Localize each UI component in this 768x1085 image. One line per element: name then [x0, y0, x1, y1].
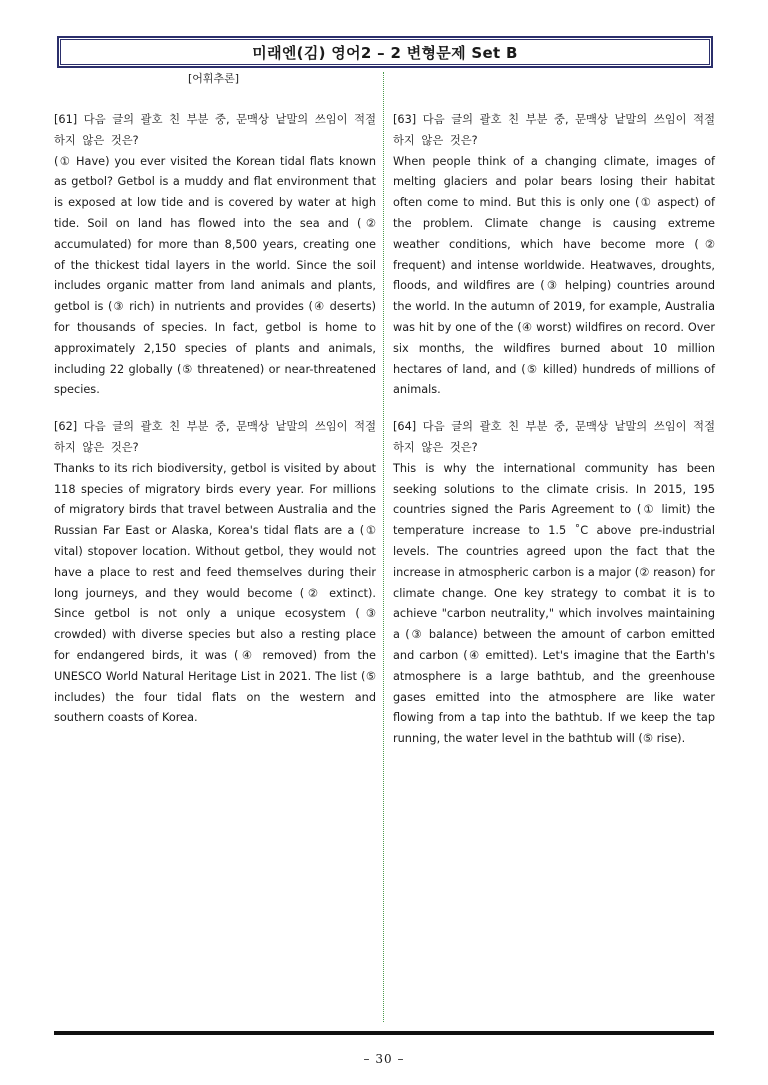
question-62	[54, 417, 376, 729]
column-divider	[383, 72, 384, 1022]
question-64	[393, 417, 715, 750]
left-column	[54, 110, 376, 745]
question-61-prompt: [61] 다음 글의 괄호 친 부분 중, 문맥상 낱말의 쓰임이 적절하지 않은 것은?	[54, 113, 376, 147]
question-62-passage: Thanks to its rich biodiversity, getbol is visited by about 118 species of migratory birds every year. For millions of migratory birds that travel between Australia and the Russian Far East or Alaska, Korea's tidal flats are a (① vital) stopover location. Without getbol, they would not have a place to rest and feed themselves during their long journeys, and they would become (② extinct). Since getbol is not only a unique ecosystem (③ crowded) with diverse species but also a resting place for endangered birds, it was (④ removed) from the UNESCO World Natural Heritage List in 2021. The list (⑤ includes) the four tidal flats on the western and southern coasts of Korea.	[54, 461, 376, 725]
question-64-prompt: [64] 다음 글의 괄호 친 부분 중, 문맥상 낱말의 쓰임이 적절하지 않은 것은?	[393, 420, 715, 454]
question-64-passage: This is why the international community has been seeking solutions to the climate crisis. In 2015, 195 countries signed the Paris Agreement to (① limit) the temperature increase to 1.5 ˚C above pre-industrial levels. The countries agreed upon the fact that the increase in atmospheric carbon is a major (② reason) for climate change. One key strategy to combat it is to achieve "carbon neutrality," which involves maintaining a (③ balance) between the amount of carbon emitted and carbon (④ emitted). Let's imagine that the Earth's atmosphere is a large bathtub, and the greenhouse gases emitted into the atmosphere are like water flowing from a tap into the bathtub. If we keep the tap running, the water level in the bathtub will (⑤ rise).	[393, 461, 715, 746]
question-62-prompt: [62] 다음 글의 괄호 친 부분 중, 문맥상 낱말의 쓰임이 적절하지 않은 것은?	[54, 420, 376, 454]
question-63-passage: When people think of a changing climate, images of melting glaciers and polar bears losing their habitat often come to mind. But this is only one (① aspect) of the problem. Climate change is causing extreme weather conditions, which have become more (② frequent) and intense worldwide. Heatwaves, droughts, floods, and wildfires are (③ helping) countries around the world. In the autumn of 2019, for example, Australia was hit by one of the (④ worst) wildfires on record. Over six months, the wildfires burned about 10 million hectares of land, and (⑤ killed) hundreds of millions of animals.	[393, 154, 715, 397]
question-61-passage: (① Have) you ever visited the Korean tidal flats known as getbol? Getbol is a muddy and flat environment that is exposed at low tide and is covered by water at high tide. Soil on land has flowed into the sea and (② accumulated) for more than 8,500 years, creating one of the thickest tidal layers in the world. Since the soil includes organic matter from land animals and plants, getbol is (③ rich) in nutrients and provides (④ deserts) for thousands of species. In fact, getbol is home to approximately 2,150 species of plants and animals, including 22 globally (⑤ threatened) or near-threatened species.	[54, 154, 376, 397]
question-61	[54, 110, 376, 401]
right-column	[393, 110, 715, 766]
page-number: – 30 –	[363, 1052, 405, 1066]
worksheet-title-text: 미래엔(김) 영어2 – 2 변형문제 Set B	[252, 43, 518, 62]
worksheet-title	[57, 36, 713, 68]
title-underline	[57, 66, 713, 68]
question-63	[393, 110, 715, 401]
section-category: [어휘추론]	[188, 72, 240, 85]
footer-rule	[54, 1031, 714, 1035]
question-63-prompt: [63] 다음 글의 괄호 친 부분 중, 문맥상 낱말의 쓰임이 적절하지 않은 것은?	[393, 113, 715, 147]
